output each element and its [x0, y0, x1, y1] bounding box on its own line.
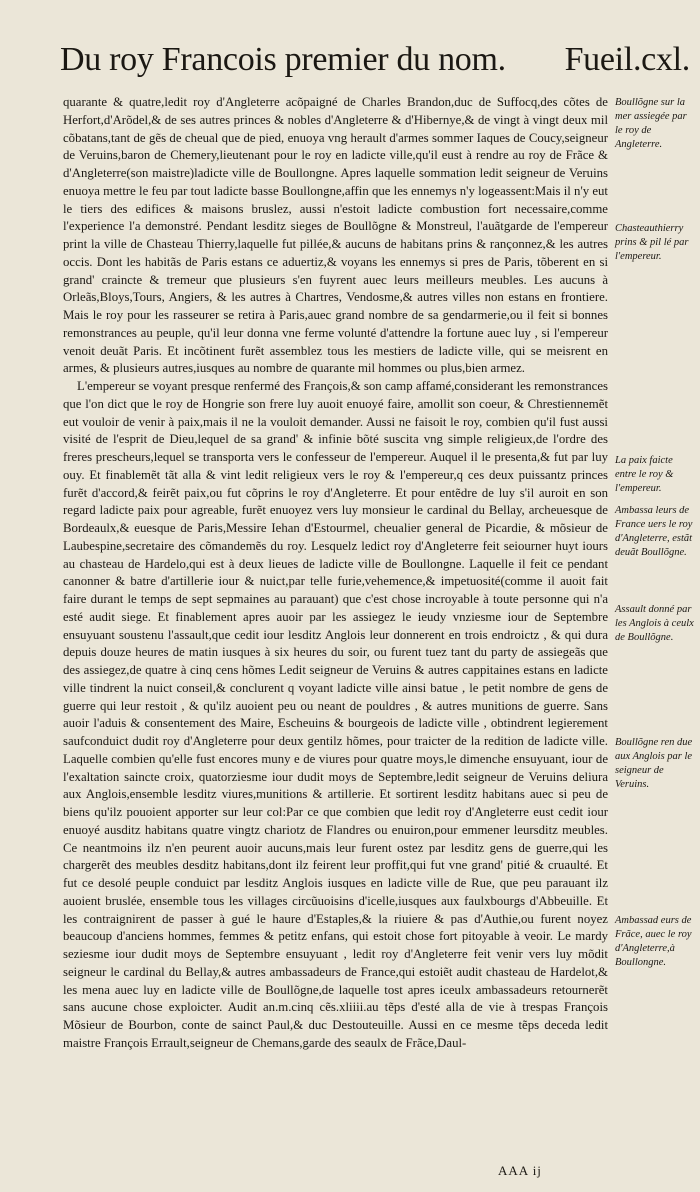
paragraph: quarante & quatre,ledit roy d'Angleterre acõpaigné de Charles Brandon,duc de Suffocq,des cõtes de Herfort,d'Arõdel,& de ses autres princes & nobles d'Angleterre & d'Hibernye,& de vingt à vingt deux mil cõbatans,tant de gẽs de cheual que de pied, enuoya vng herault d'armes sommer Iaques de Coucy,seigneur de Veruins,baron de Chemery,lieutenant pour le roy en ladicte ville,qu'il eust à rendre au roy de Frãce & d'Angleterre(son maistre)ladicte ville de Boullongne. Apres laquelle sommation ledit seigneur de Veruins enuoya mettre le feu par tout ladicte basse Boullongne,affin que les ennemys n'y logeassent:Mais il n'y eut le tiers des edifices & maisons bruslez, aussi n'estoit ladicte combustion fort necessaire,comme l'experience l'a demonstré. Pendant lesditz sieges de Boullõgne & Monstreul, l'auãtgarde de l'empereur print la ville de Chasteau Thierry,laquelle fut pillée,& aucuns de habitans prins & rançonnez,& les autres occis. Dont les habitãs de Paris estans ce aduertiz,& voyans les ennemys si pres de Paris, tõberent en si grand' craincte & tremeur que plusieurs s'en fuyrent auec leurs meilleurs meubles. Les aucuns à Orleãs,Bloys,Tours, Angiers, & les autres à Chartres, Vendosme,& autres villes non estans en frontiere. Mais le roy pour les rasseurer se retira à Paris,auec grand nombre de sa gendarmerie,ou il feit si bonnes remonstrances au peuple, qu'il leur donna vne ferme volunté d'attendre la fortune auec luy , si l'empereur venoit deuãt Paris. Et incõtinent furẽt assemblez tous les mestiers de ladicte ville, qui se meisrent en armes, & plusieurs autres,iusques au nombre de quarante mil hommes ou plus,bien armez.: [63, 95, 608, 376]
folio-number: Fueil.cxl.: [564, 41, 690, 78]
margin-note: Boullõgne sur la mer assiegée par le roy de Angleterre.: [615, 97, 687, 150]
margin-note: Chasteauthierry prins & pil lé par l'empereur.: [615, 223, 689, 262]
main-text-block: [63, 94, 608, 1053]
margin-note: Ambassad eurs de Frãce, auec le roy d'Angleterre,à Boullongne.: [615, 915, 692, 968]
running-title: Du roy Francois premier du nom.: [60, 41, 506, 78]
margin-note: La paix faicte entre le roy & l'empereur.: [615, 455, 674, 494]
margin-note: Boullõgne ren due aux Anglois par le seigneur de Veruins.: [615, 737, 693, 790]
signature-mark: AAA ij: [498, 1163, 542, 1178]
paragraph: L'empereur se voyant presque renfermé des François,& son camp affamé,considerant les remonstrances que l'on dict que le roy de Hongrie son frere luy auoit enuoyé faire, amollit son coeur, & Chrestiennemẽt eut vouloir de venir à paix,mais il ne la vouloit demander. Aussi ne faisoit le roy, combien qu'il fust aussi visité de l'esprit de Dieu,lequel de sa grand' & infinie bõté suscita vng simple religieux,de l'ordre des freres prescheurs,lequel se transporta vers le confesseur de l'empereur. Auquel il le presenta,& fut par luy ouy. Et finablemẽt tãt alla & vint ledit religieux vers le roy & l'empereur,q ces deux puissantz princes furẽt d'accord,& feirẽt paix,ou fut cõprins le roy d'Angleterre. Et pour entẽdre de luy s'il auroit en son regard ladicte paix pour agreable, furẽt enuoyez vers luy monsieur le cardinal du Bellay, archeuesque de Bordeaulx,& euesque de Paris,Messire Iehan d'Estourmel, cheualier general de Picardie, & mõsieur de Laubespine,secretaire des cõmandemẽs du roy. Lesquelz ledict roy d'Angleterre feit seiourner huyt iours au chasteau de Hardelo,qui est à deux lieues de ladicte ville de Boullongne. Laquelle il feit ce pendant canonner & batre d'artillerie iour & nuict,par telle furie,vehemence,& impetuosité(comme il auoit fait faire durant le temps de sept sepmaines au parauant) que c'est chose incroyable à toute personne qui n'a esté audit siege. Et finablement apres auoir par les assiegez le ieudy vnziesme iour de Septembre ensuyuant soustenu l'assault,que cedit iour lesditz Anglois leur donnerent en trois endroictz , & qui dura depuis douze heures de matin iusques à six heures du soir, ou furent tuez tant du party de assiegeãs que des assiegez,de quatre à cinq cens hõmes Ledit seigneur de Veruins & autres cappitaines estans en ladicte ville tindrent la nuict conseil,& conclurent q voyant ladicte ville ainsi batue , le petit nombre de gens de guerre qui leur restoit , & qu'ilz auoient peu ou neant de pouldres , & autres munitions de guerre. Sans auoir l'aduis & consentement des Maire, Escheuins & bourgeois de ladicte ville , obtindrent legierement saufconduict dudit roy d'Angleterre pour deux gentilz hõmes, pour traicter de la redition de ladicte ville. Laquelle combien qu'elle fust encores muny e de viures pour quatre moys,le dimenche ensuyuant, iour de l'exaltation saincte croix, quatorziesme iour dudit moys de Septembre,ledit seigneur de Veruins deliura aux Anglois,ensemble lesditz viures,munitions & artillerie. Et sortirent lesditz habitans auec si peu de biens qu'ilz pouoient apporter sur leur col:Par ce que combien que ledit roy d'Angleterre eust cedit iour enuoyé ausditz habitans quatre vingtz chariotz de Flandres ou enuiron,pour emmener leursditz meubles. Ce neantmoins ilz n'en peurent auoir aucuns,mais leur furent ostez par lesditz gens de guerre,qui les chargerẽt des meubles desditz habitans,dont ilz feirent leur proffit,qui fut vne grand' pitié & cruaulté. Et fut ce desolé peuple conduict par lesditz Anglois iusques en ladicte ville de Rue, que peu parauant ilz auoient bruslée, ensemble tous les villages circũuoisins d'icelle,iusques aux faulxbourgs d'Abbeuille. Et les contraignirent de passer à gué le haure d'Estaples,& la riuiere & pas d'Authie,ou furent noyez beaucoup d'anciens hommes, femmes & petitz enfans, qui estoit chose fort pitoyable à veoir. Le mardy seziesme iour dudit moys de Septembre ensuyuant , ledit roy d'Angleterre feit venir vers luy mõdit seigneur le cardinal du Bellay,& autres ambassadeurs de France,qui estoiẽt audit chasteau de Hardelot,& les mena auec luy en ladicte ville de Boullõgne,de laquelle tost apres iceulx ambassadeurs retournerẽt sans aucune chose exploicter. Audit an.m.cinq cẽs.xliiii.au tẽps d'esté alla de vie à trespas François Mõsieur de Bourbon, conte de sainct Paul,& duc Destouteuille. Aussi en ce mesme tẽps deceda ledit maistre François Errault,seigneur de Chemans,garde des seaulx de Frãce,Daul-: [63, 379, 608, 1050]
margin-note: Assault donné par les Anglois à ceulx de Boullõgne.: [615, 604, 694, 643]
margin-note: Ambassa leurs de France uers le roy d'Angleterre, estãt deuãt Boullõgne.: [615, 505, 693, 558]
